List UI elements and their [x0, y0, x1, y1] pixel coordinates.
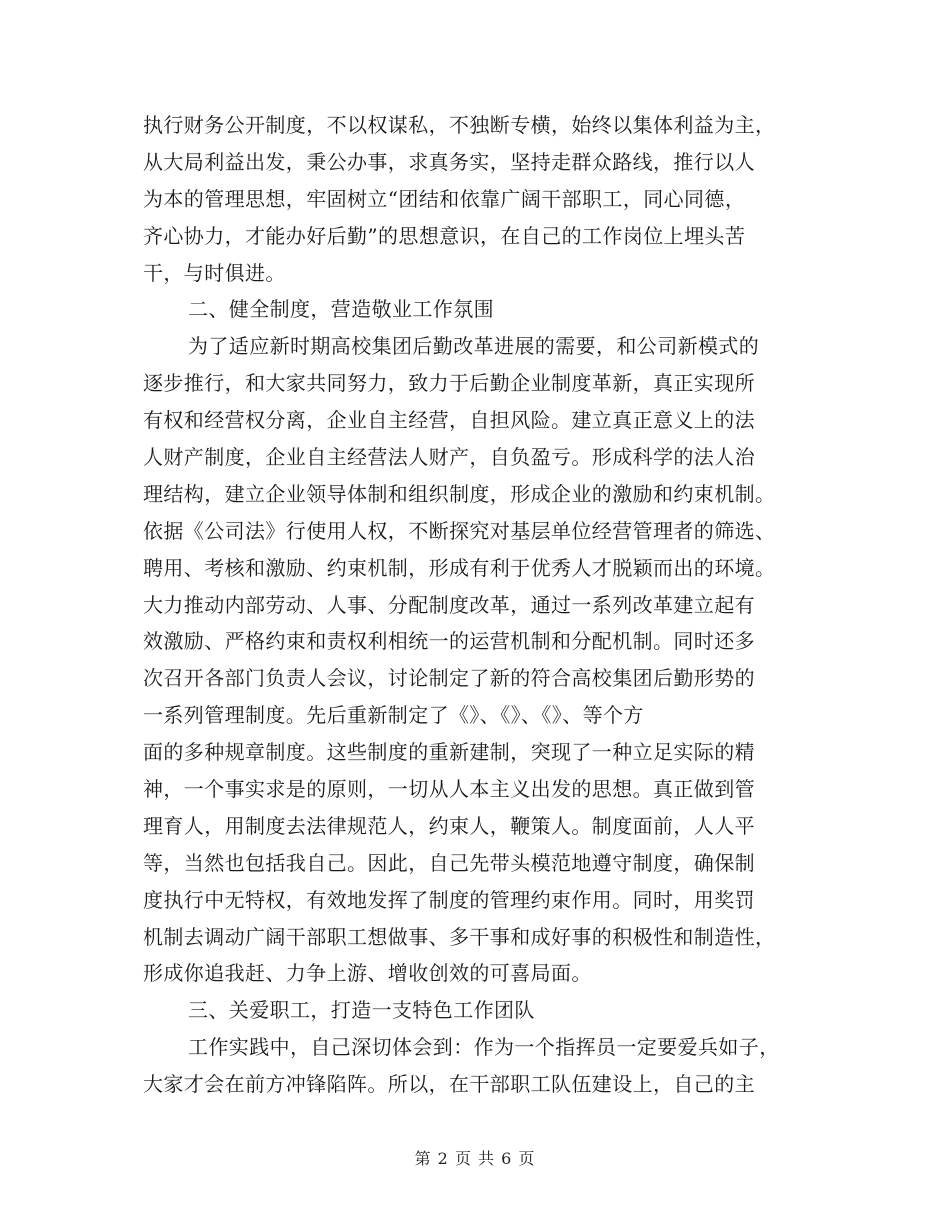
text-line: 理育人，用制度去法律规范人，约束人，鞭策人。制度面前，人人平 — [143, 813, 755, 838]
text-line: 干，与时俱进。 — [143, 260, 286, 285]
text-line: 大力推动内部劳动、人事、分配制度改革，通过一系列改革建立起有 — [143, 592, 755, 617]
page-footer: 第 2 页 共 6 页 — [414, 1149, 536, 1168]
text-line: 等，当然也包括我自己。因此，自己先带头模范地遵守制度，确保制 — [143, 850, 755, 875]
text-line: 大家才会在前方冲锋陷阵。所以，在干部职工队伍建设上，自己的主 — [143, 1072, 755, 1097]
text-line: 次召开各部门负责人会议，讨论制定了新的符合高校集团后勤形势的 — [143, 666, 755, 691]
text-line: 聘用、考核和激励、约束机制，形成有利于优秀人才脱颖而出的环境。 — [143, 555, 776, 580]
text-line: 一系列管理制度。先后重新制定了《》、《》、《》、等个方 — [143, 703, 644, 728]
text-line: 面的多种规章制度。这些制度的重新建制，突现了一种立足实际的精 — [143, 740, 755, 765]
text-line: 神，一个事实求是的原则，一切从人本主义出发的思想。真正做到管 — [143, 777, 755, 802]
text-line: 有权和经营权分离，企业自主经营，自担风险。建立真正意义上的法 — [143, 408, 755, 433]
text-line: 形成你追我赶、力争上游、增收创效的可喜局面。 — [143, 961, 592, 986]
text-line: 从大局利益出发，秉公办事，求真务实，坚持走群众路线，推行以人 — [143, 149, 755, 174]
text-line: 为本的管理思想，牢固树立“团结和依靠广阔干部职工，同心同德， — [143, 186, 746, 211]
text-line: 逐步推行，和大家共同努力，致力于后勤企业制度革新，真正实现所 — [143, 371, 755, 396]
section-heading: 二、健全制度，营造敬业工作氛围 — [188, 297, 494, 322]
text-line: 齐心协力，才能办好后勤”的思想意识，在自己的工作岗位上埋头苦 — [143, 223, 746, 248]
text-line: 依据《公司法》行使用人权，不断探究对基层单位经营管理者的筛选、 — [143, 518, 776, 543]
document-body — [143, 107, 813, 1103]
section-heading: 三、关爱职工，打造一支特色工作团队 — [188, 998, 535, 1023]
text-line: 为了适应新时期高校集团后勤改革进展的需要，和公司新模式的 — [188, 334, 760, 359]
text-line: 度执行中无特权，有效地发挥了制度的管理约束作用。同时，用奖罚 — [143, 887, 755, 912]
text-line: 人财产制度，企业自主经营法人财产，自负盈亏。形成科学的法人治 — [143, 445, 755, 470]
text-line: 机制去调动广阔干部职工想做事、多干事和成好事的积极性和制造性， — [143, 924, 776, 949]
text-line: 执行财务公开制度，不以权谋私，不独断专横，始终以集体利益为主， — [143, 113, 776, 137]
text-line: 理结构，建立企业领导体制和组织制度，形成企业的激励和约束机制。 — [143, 481, 776, 506]
text-line: 工作实践中，自己深切体会到：作为一个指挥员一定要爱兵如子， — [188, 1035, 780, 1060]
text-line: 效激励、严格约束和责权利相统一的运营机制和分配机制。同时还多 — [143, 629, 755, 654]
